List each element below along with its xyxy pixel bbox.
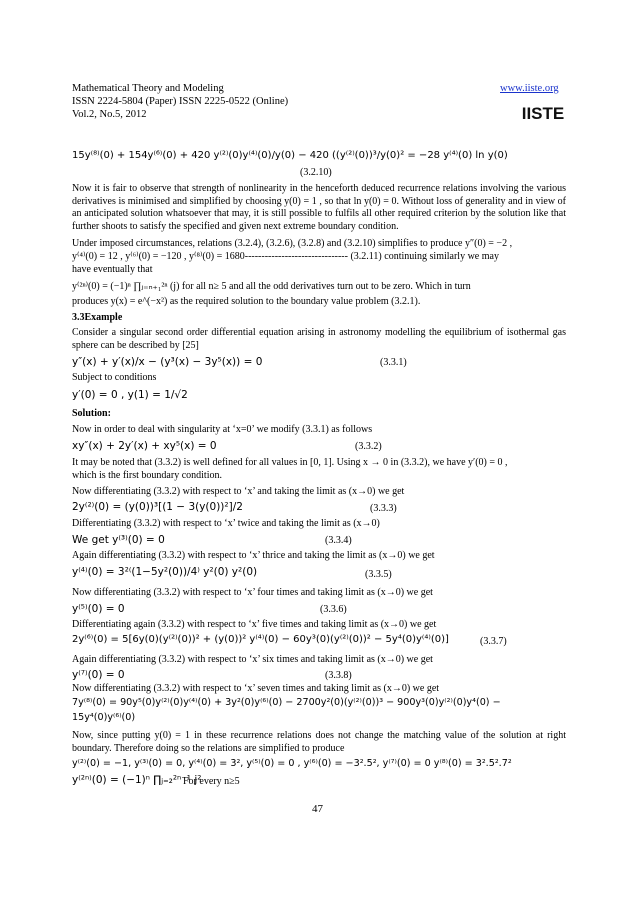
journal-url-link[interactable]: www.iiste.org bbox=[500, 83, 559, 94]
equation-3-3-9-line-2: 15y⁴(0)y⁽⁶⁾(0) bbox=[72, 712, 136, 723]
equation-3-3-3: 2y⁽²⁾(0) = (y(0))³[(1 − 3(y(0))²]/2 bbox=[72, 501, 243, 513]
paragraph-line: Now differentiating (3.3.2) with respect to ‘x’ four times and taking limit as (x→0) we get bbox=[72, 587, 433, 598]
paragraph-line: Again differentiating (3.3.2) with respect to ‘x’ six times and taking limit as (x→0) we get bbox=[72, 654, 433, 665]
paragraph-line: Now differentiating (3.3.2) with respect to ‘x’ seven times and taking limit as (x→0) we get bbox=[72, 683, 440, 694]
paragraph-line: Under imposed circumstances, relations (3.2.4), (3.2.6), (3.2.8) and (3.2.10) simplifies to produce y″(0) = −2 , bbox=[72, 238, 513, 249]
simplified-derivatives: y⁽²⁾(0) = −1, y⁽³⁾(0) = 0, y⁽⁴⁾(0) = 3², y⁽⁵⁾(0) = 0 , y⁽⁶⁾(0) = −3².5², y⁽⁷⁾(0) = 0 y⁽⁸⁾(0) = 3².5².7² bbox=[72, 758, 512, 769]
equation-number: (3.3.6) bbox=[320, 604, 347, 615]
paragraph: Consider a singular second order differential equation arising in astronomy modelling the equilibrium of isothermal gas sphere can be described by [25] bbox=[72, 327, 566, 351]
paragraph-line: y⁽²ⁿ⁾(0) = (−1)ⁿ ∏ⱼ₌ₙ₊₁²ⁿ (j) for all n≥ 5 and all the odd derivatives turn out to be zero. Which in turn bbox=[72, 281, 471, 292]
equation-3-2-10: 15y⁽⁸⁾(0) + 154y⁽⁶⁾(0) + 420 y⁽²⁾(0)y⁽⁴⁾(0)/y(0) − 420 ((y⁽²⁾(0))³/y(0)² = −28 y⁽⁴⁾(0) ln y(0) bbox=[72, 150, 508, 161]
equation-3-3-6: y⁽⁵⁾(0) = 0 bbox=[72, 603, 125, 615]
equation-3-3-1: y″(x) + y′(x)/x − (y³(x) − 3y⁵(x)) = 0 bbox=[72, 356, 263, 368]
iiste-logo bbox=[520, 100, 566, 124]
equation-number: (3.3.7) bbox=[480, 636, 507, 647]
formula-condition: For every n≥5 bbox=[183, 776, 240, 787]
equation-number: (3.3.3) bbox=[370, 503, 397, 514]
equation-number: (3.3.5) bbox=[365, 569, 392, 580]
paragraph: Now, since putting y(0) = 1 in these recurrence relations does not change the matching value of the solution at right boundary. Therefore doing so the relations are simplified to produce bbox=[72, 730, 566, 754]
boundary-conditions: y′(0) = 0 , y(1) = 1/√2 bbox=[72, 389, 188, 401]
paragraph-line: Now differentiating (3.3.2) with respect to ‘x’ and taking the limit as (x→0) we get bbox=[72, 486, 405, 497]
equation-number: (3.3.4) bbox=[325, 535, 352, 546]
equation-number: (3.3.1) bbox=[380, 357, 407, 368]
paragraph: Now it is fair to observe that strength of nonlinearity in the henceforth deduced recurrence relations involving the various derivatives is minimised and simplified by choosing y(0) = 1 , so that ln y(0) = 0. Without loss of generality and in view of an anticipated solution whatsoever that may, it is still possible to fulfils all other required criterion by the solution like that further shoots to satisfy the specified and given next extreme boundary condition. bbox=[72, 183, 566, 232]
page-number: 47 bbox=[312, 803, 323, 815]
paragraph-line: y⁽⁴⁾(0) = 12 , y⁽⁶⁾(0) = −120 , y⁽⁸⁾(0) = 1680------------------------------- (3.2.11) continuing similarly we may bbox=[72, 251, 499, 262]
section-heading: 3.3Example bbox=[72, 312, 123, 323]
paragraph-line: Differentiating (3.3.2) with respect to ‘x’ twice and taking the limit as (x→0) bbox=[72, 518, 380, 529]
equation-3-3-5: y⁽⁴⁾(0) = 3²⁽(1−5y²(0))/4⁾ y²(0) y²(0) bbox=[72, 566, 258, 578]
paragraph-line: Again differentiating (3.3.2) with respect to ‘x’ thrice and taking the limit as (x→0) we get bbox=[72, 550, 435, 561]
solution-heading: Solution: bbox=[72, 408, 111, 419]
paragraph-line: Differentiating again (3.3.2) with respect to ‘x’ five times and taking limit as (x→0) we get bbox=[72, 619, 437, 630]
paragraph-line: produces y(x) = e^(−x²) as the required solution to the boundary value problem (3.2.1). bbox=[72, 296, 421, 307]
equation-number: (3.3.8) bbox=[325, 670, 352, 681]
logo-text: IISTE bbox=[521, 104, 565, 123]
general-derivative-formula: y⁽²ⁿ⁾(0) = (−1)ⁿ ∏ⱼ₌₂²ⁿ⁻¹ j² bbox=[72, 774, 202, 786]
paragraph-line: which is the first boundary condition. bbox=[72, 470, 222, 481]
equation-number: (3.2.10) bbox=[300, 167, 332, 178]
equation-3-3-8: y⁽⁷⁾(0) = 0 bbox=[72, 669, 125, 681]
equation-3-3-2: xy″(x) + 2y′(x) + xy⁵(x) = 0 bbox=[72, 440, 217, 452]
journal-volume: Vol.2, No.5, 2012 bbox=[72, 109, 147, 120]
equation-3-3-9-line-1: 7y⁽⁸⁾(0) = 90y⁵(0)y⁽²⁾(0)y⁽⁴⁾(0) + 3y²(0)y⁽⁶⁾(0) − 2700y²(0)(y⁽²⁾(0))³ − 900y³(0)y⁽²⁾(0)y⁴(0) − bbox=[72, 697, 501, 708]
equation-3-3-7: 2y⁽⁶⁾(0) = 5[6y(0)(y⁽²⁾(0))² + (y(0))² y⁽⁴⁾(0) − 60y³(0)(y⁽²⁾(0))² − 5y⁴(0)y⁽⁴⁾(0)] bbox=[72, 634, 449, 645]
paragraph-line: Now in order to deal with singularity at ‘x=0’ we modify (3.3.1) as follows bbox=[72, 424, 373, 435]
paragraph-line: Subject to conditions bbox=[72, 372, 157, 383]
equation-3-3-4: We get y⁽³⁾(0) = 0 bbox=[72, 534, 165, 546]
paragraph-line: have eventually that bbox=[72, 264, 153, 275]
journal-issn: ISSN 2224-5804 (Paper) ISSN 2225-0522 (Online) bbox=[72, 96, 289, 107]
journal-title: Mathematical Theory and Modeling bbox=[72, 83, 224, 94]
paragraph-line: It may be noted that (3.3.2) is well defined for all values in [0, 1]. Using x → 0 in (3.3.2), we have y′(0) = 0 , bbox=[72, 457, 508, 468]
equation-number: (3.3.2) bbox=[355, 441, 382, 452]
